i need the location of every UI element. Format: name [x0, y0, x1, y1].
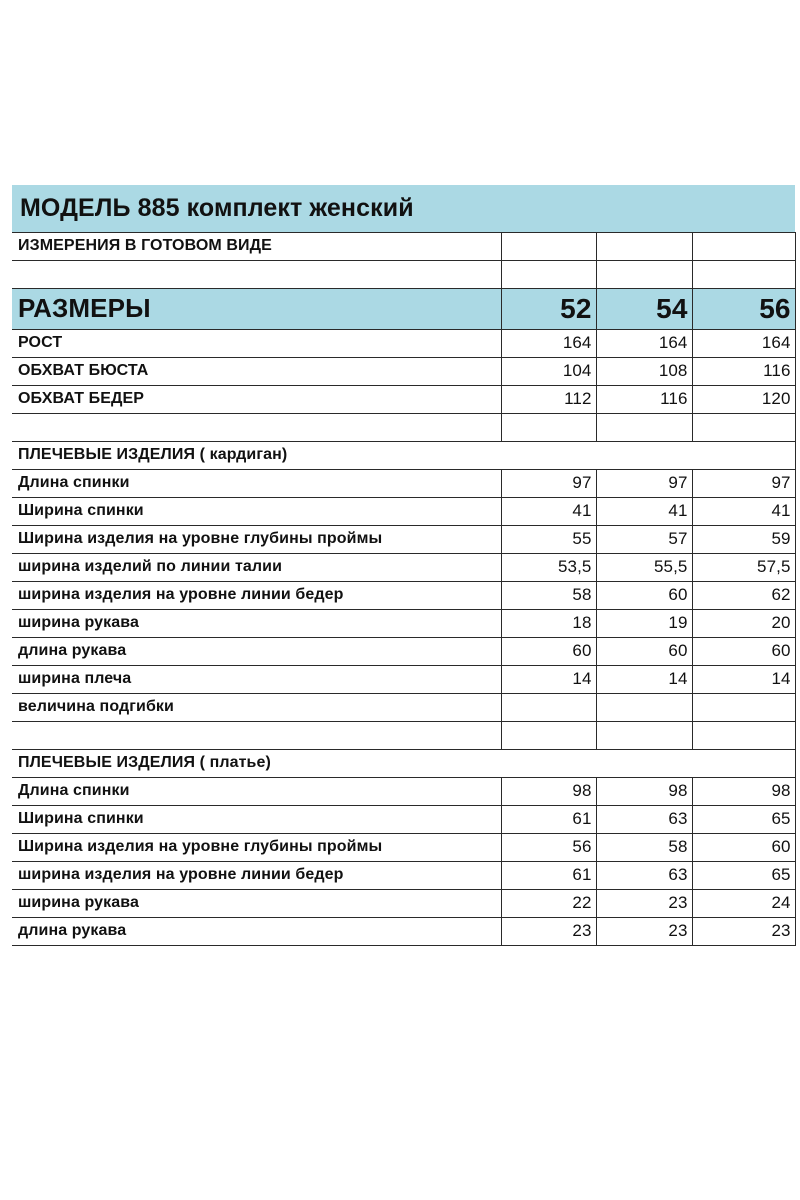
- value-cell[interactable]: 23: [596, 917, 692, 945]
- cardigan-measure-row: [12, 693, 795, 721]
- subtitle-row: [12, 232, 795, 260]
- cardigan-measure-row: [12, 525, 795, 553]
- dress-measure-row: [12, 833, 795, 861]
- cell[interactable]: [12, 260, 501, 288]
- cardigan-measure-row: [12, 609, 795, 637]
- value-cell[interactable]: 62: [692, 581, 795, 609]
- value-cell[interactable]: [596, 693, 692, 721]
- cell[interactable]: [501, 232, 596, 260]
- value-cell[interactable]: 18: [501, 609, 596, 637]
- value-cell[interactable]: 14: [596, 665, 692, 693]
- row-label[interactable]: ширина изделия на уровне линии бедер: [12, 861, 501, 889]
- value-cell[interactable]: 41: [596, 497, 692, 525]
- value-cell[interactable]: 41: [692, 497, 795, 525]
- value-cell[interactable]: 97: [596, 469, 692, 497]
- value-cell[interactable]: 55: [501, 525, 596, 553]
- value-cell[interactable]: 57,5: [692, 553, 795, 581]
- cell[interactable]: [692, 260, 795, 288]
- body-measure-row: [12, 329, 795, 357]
- size-52[interactable]: 52: [501, 288, 596, 329]
- sizes-label[interactable]: РАЗМЕРЫ: [12, 288, 501, 329]
- row-label[interactable]: Ширина спинки: [12, 497, 501, 525]
- value-cell[interactable]: 61: [501, 861, 596, 889]
- value-cell[interactable]: 23: [692, 917, 795, 945]
- empty-row: [12, 721, 795, 749]
- dress-measure-row: [12, 861, 795, 889]
- value-cell[interactable]: 56: [501, 833, 596, 861]
- value-cell[interactable]: 120: [692, 385, 795, 413]
- value-cell[interactable]: 63: [596, 861, 692, 889]
- cell[interactable]: [692, 441, 795, 469]
- row-label[interactable]: Ширина спинки: [12, 805, 501, 833]
- row-label[interactable]: ОБХВАТ БЕДЕР: [12, 385, 501, 413]
- value-cell[interactable]: 97: [692, 469, 795, 497]
- row-label[interactable]: Длина спинки: [12, 469, 501, 497]
- value-cell[interactable]: 61: [501, 805, 596, 833]
- value-cell[interactable]: 58: [596, 833, 692, 861]
- row-label[interactable]: длина рукава: [12, 917, 501, 945]
- value-cell[interactable]: 164: [596, 329, 692, 357]
- row-label[interactable]: ширина рукава: [12, 889, 501, 917]
- row-label[interactable]: РОСТ: [12, 329, 501, 357]
- dress-measure-row: [12, 805, 795, 833]
- dress-measure-row: [12, 777, 795, 805]
- cell[interactable]: [501, 749, 596, 777]
- value-cell[interactable]: 23: [501, 917, 596, 945]
- value-cell[interactable]: 41: [501, 497, 596, 525]
- cell[interactable]: [501, 441, 596, 469]
- value-cell[interactable]: [501, 721, 596, 749]
- value-cell[interactable]: 23: [596, 889, 692, 917]
- row-label[interactable]: величина подгибки: [12, 693, 501, 721]
- cell[interactable]: [501, 260, 596, 288]
- row-label[interactable]: ширина изделий по линии талии: [12, 553, 501, 581]
- value-cell[interactable]: 116: [596, 385, 692, 413]
- measurements-subtitle[interactable]: ИЗМЕРЕНИЯ В ГОТОВОМ ВИДЕ: [12, 232, 501, 260]
- sizes-header-row: [12, 288, 795, 329]
- value-cell[interactable]: 65: [692, 805, 795, 833]
- cell[interactable]: [692, 232, 795, 260]
- row-label[interactable]: ОБХВАТ БЮСТА: [12, 357, 501, 385]
- value-cell[interactable]: 55,5: [596, 553, 692, 581]
- row-label[interactable]: [12, 721, 501, 749]
- value-cell[interactable]: 98: [501, 777, 596, 805]
- empty-row: [12, 413, 795, 441]
- value-cell[interactable]: 60: [501, 637, 596, 665]
- section-title[interactable]: ПЛЕЧЕВЫЕ ИЗДЕЛИЯ ( кардиган): [12, 441, 501, 469]
- value-cell[interactable]: 19: [596, 609, 692, 637]
- value-cell[interactable]: [692, 413, 795, 441]
- value-cell[interactable]: 22: [501, 889, 596, 917]
- size-chart-sheet: [0, 185, 800, 946]
- cell[interactable]: [596, 260, 692, 288]
- cell[interactable]: [596, 749, 692, 777]
- dress-measure-row: [12, 917, 795, 945]
- row-label[interactable]: ширина плеча: [12, 665, 501, 693]
- empty-row: [12, 260, 795, 288]
- value-cell[interactable]: 112: [501, 385, 596, 413]
- value-cell[interactable]: 65: [692, 861, 795, 889]
- value-cell[interactable]: 98: [596, 777, 692, 805]
- value-cell[interactable]: 98: [692, 777, 795, 805]
- row-label[interactable]: длина рукава: [12, 637, 501, 665]
- value-cell[interactable]: [692, 721, 795, 749]
- cell[interactable]: [596, 232, 692, 260]
- section-cardigan-title-row: [12, 441, 795, 469]
- row-label[interactable]: Длина спинки: [12, 777, 501, 805]
- value-cell[interactable]: 108: [596, 357, 692, 385]
- title-row: [12, 185, 795, 232]
- row-label[interactable]: ширина рукава: [12, 609, 501, 637]
- row-label[interactable]: [12, 413, 501, 441]
- cardigan-measure-row: [12, 581, 795, 609]
- section-title[interactable]: ПЛЕЧЕВЫЕ ИЗДЕЛИЯ ( платье): [12, 749, 501, 777]
- row-label[interactable]: Ширина изделия на уровне глубины проймы: [12, 525, 501, 553]
- section-dress-title-row: [12, 749, 795, 777]
- value-cell[interactable]: [596, 721, 692, 749]
- value-cell[interactable]: 60: [692, 637, 795, 665]
- value-cell[interactable]: 14: [501, 665, 596, 693]
- cardigan-measure-row: [12, 469, 795, 497]
- dress-measure-row: [12, 889, 795, 917]
- value-cell[interactable]: 14: [692, 665, 795, 693]
- value-cell[interactable]: 116: [692, 357, 795, 385]
- model-title[interactable]: МОДЕЛЬ 885 комплект женский: [12, 185, 795, 232]
- value-cell[interactable]: [501, 413, 596, 441]
- size-54[interactable]: 54: [596, 288, 692, 329]
- cardigan-measure-row: [12, 497, 795, 525]
- value-cell[interactable]: [596, 413, 692, 441]
- cardigan-measure-row: [12, 553, 795, 581]
- value-cell[interactable]: 60: [692, 833, 795, 861]
- cell[interactable]: [692, 749, 795, 777]
- value-cell[interactable]: 97: [501, 469, 596, 497]
- value-cell[interactable]: 164: [692, 329, 795, 357]
- value-cell[interactable]: [501, 693, 596, 721]
- cardigan-measure-row: [12, 637, 795, 665]
- body-measure-row: [12, 357, 795, 385]
- value-cell[interactable]: 59: [692, 525, 795, 553]
- value-cell[interactable]: 20: [692, 609, 795, 637]
- value-cell[interactable]: 24: [692, 889, 795, 917]
- value-cell[interactable]: [692, 693, 795, 721]
- row-label[interactable]: Ширина изделия на уровне глубины проймы: [12, 833, 501, 861]
- value-cell[interactable]: 164: [501, 329, 596, 357]
- value-cell[interactable]: 63: [596, 805, 692, 833]
- body-measure-row: [12, 385, 795, 413]
- value-cell[interactable]: 60: [596, 581, 692, 609]
- value-cell[interactable]: 104: [501, 357, 596, 385]
- size-56[interactable]: 56: [692, 288, 795, 329]
- value-cell[interactable]: 58: [501, 581, 596, 609]
- value-cell[interactable]: 60: [596, 637, 692, 665]
- size-chart-table: [12, 185, 796, 946]
- cell[interactable]: [596, 441, 692, 469]
- cardigan-measure-row: [12, 665, 795, 693]
- row-label[interactable]: ширина изделия на уровне линии бедер: [12, 581, 501, 609]
- value-cell[interactable]: 57: [596, 525, 692, 553]
- value-cell[interactable]: 53,5: [501, 553, 596, 581]
